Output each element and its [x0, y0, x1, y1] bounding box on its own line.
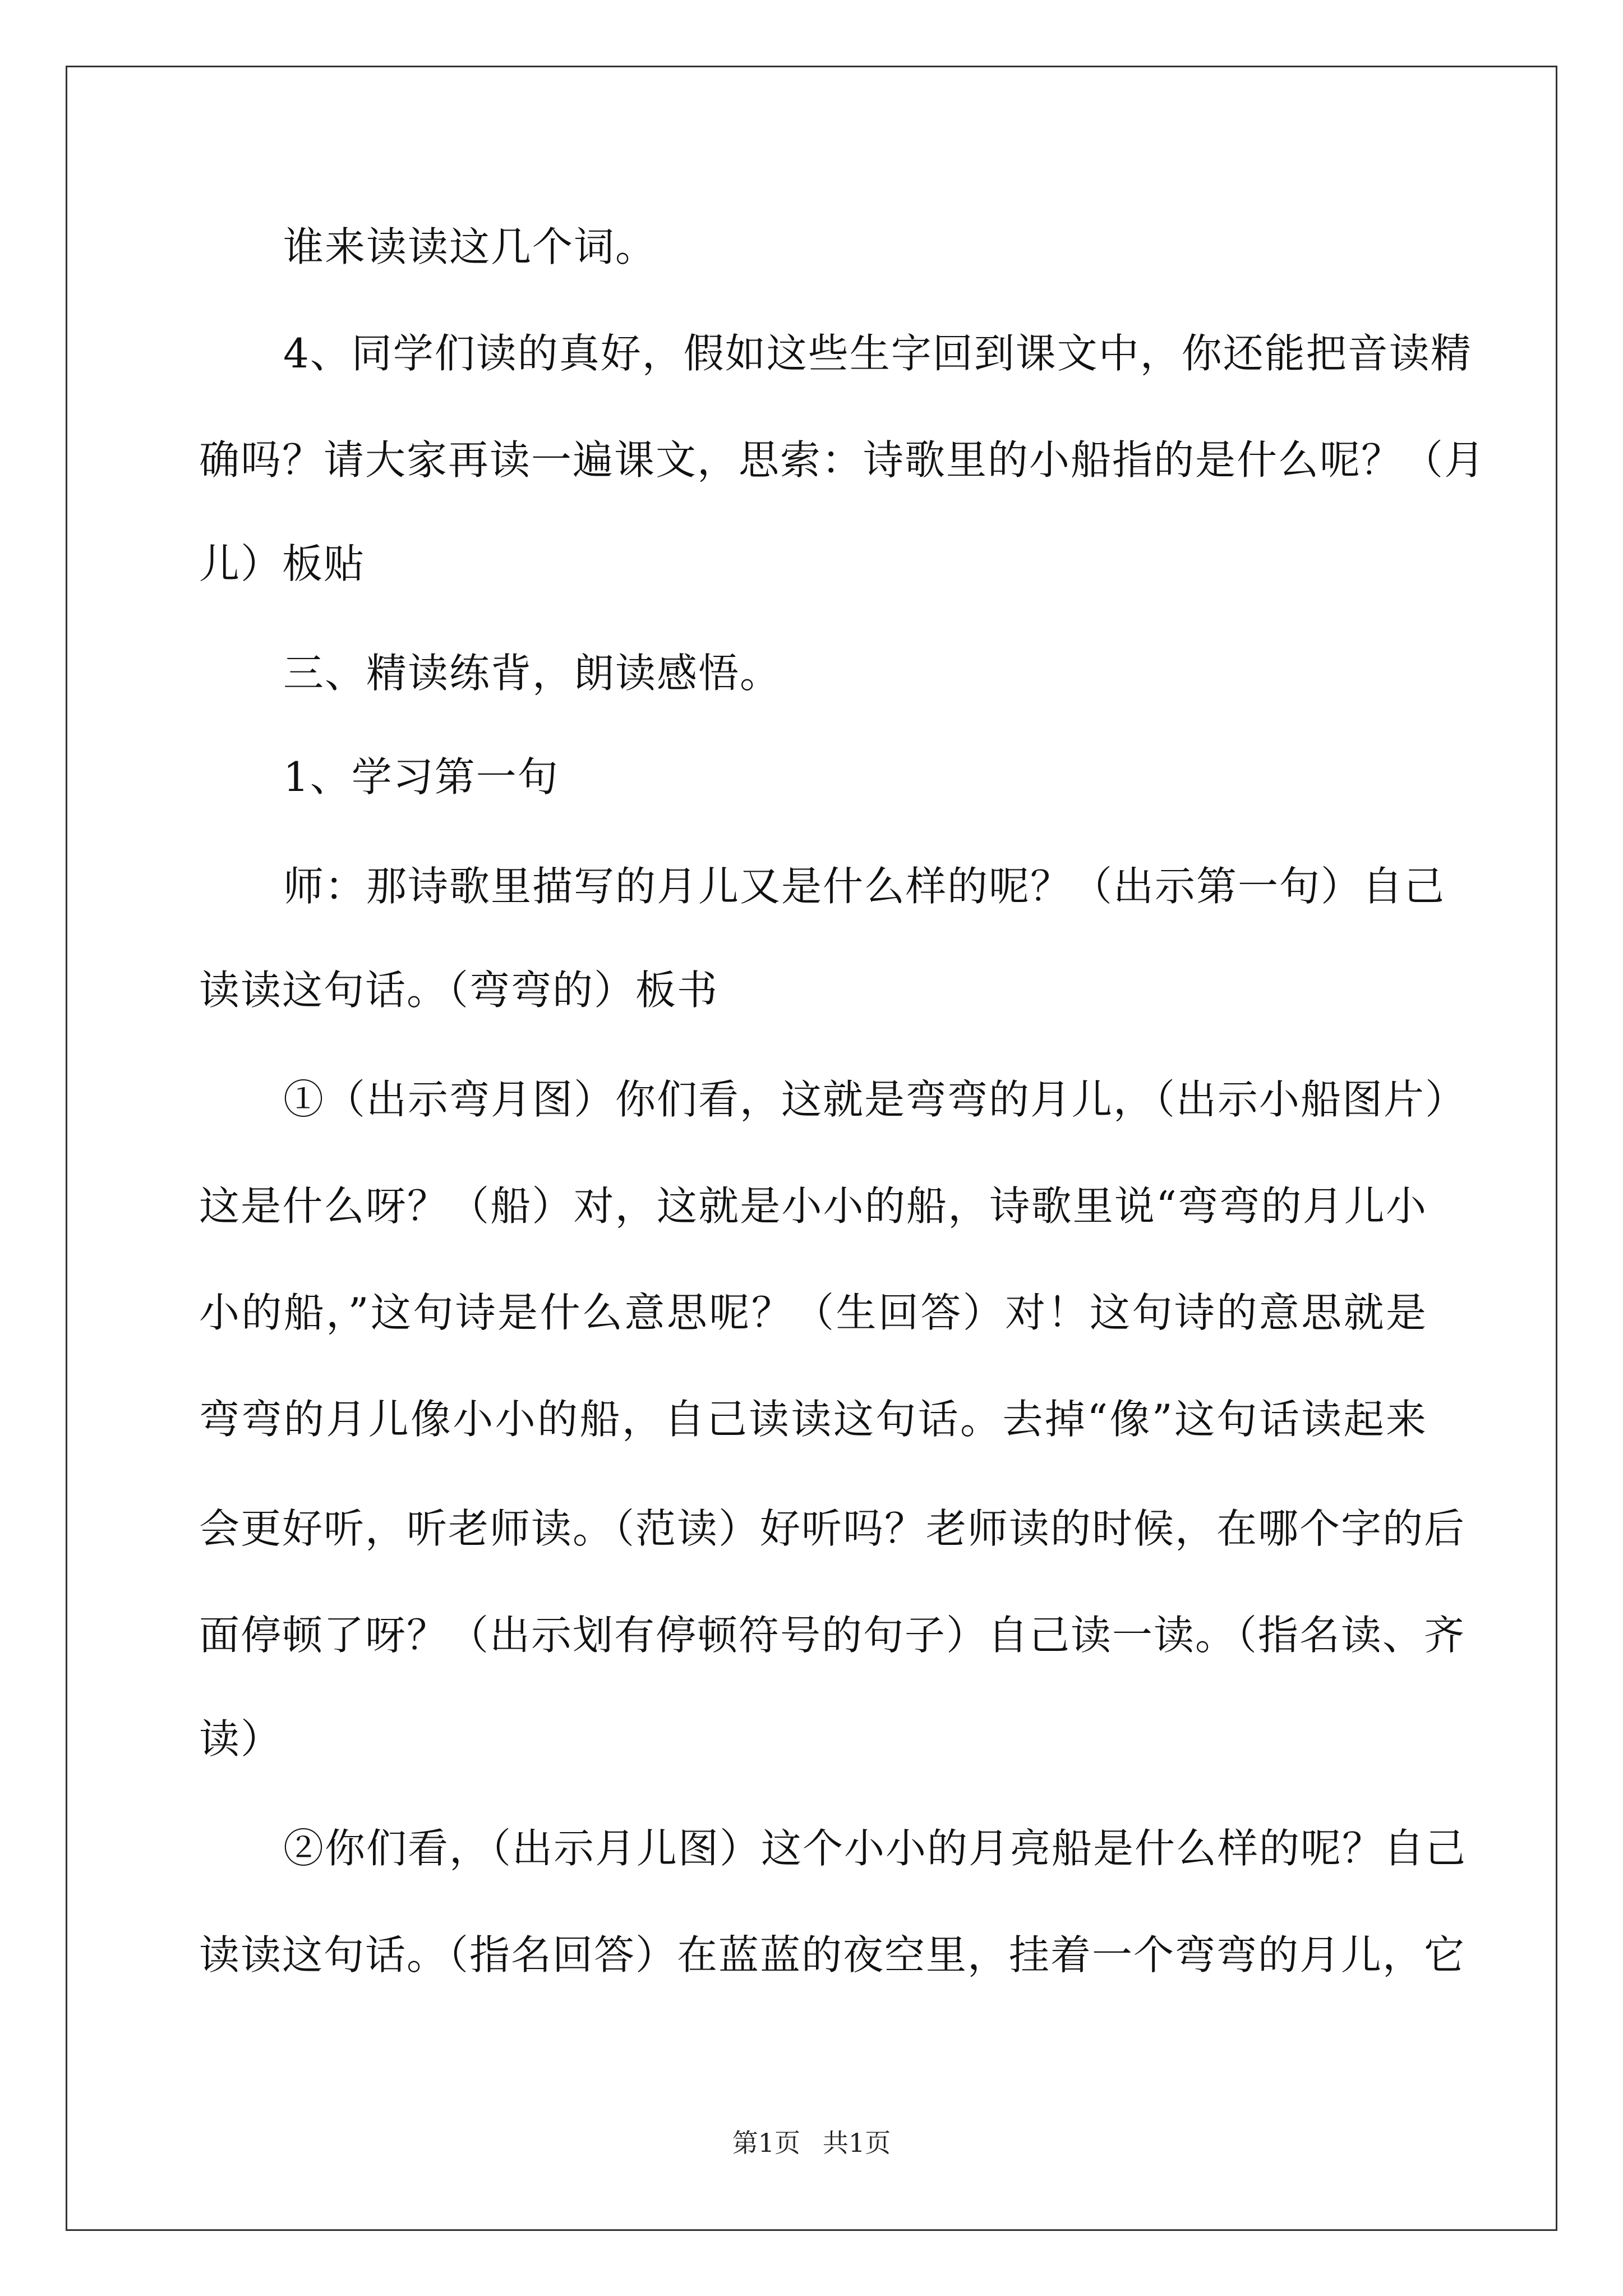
text-line: 儿）板贴: [199, 540, 366, 587]
page-border: [66, 66, 1557, 2231]
text-line: 读）: [199, 1715, 283, 1763]
text-line: ②你们看，（出示月儿图）这个小小的月亮船是什么样的呢？自己: [283, 1825, 1467, 1872]
text-line: 面停顿了呀？（出示划有停顿符号的句子）自己读一读。（指名读、齐: [199, 1612, 1466, 1659]
text-line: 小的船，”这句诗是什么意思呢？（生回答）对！这句诗的意思就是: [199, 1289, 1427, 1336]
section-heading: 三、精读练背，朗读感悟。: [283, 650, 782, 697]
text-line: 弯弯的月儿像小小的船，自己读读这句话。去掉“像”这句话读起来: [199, 1396, 1427, 1443]
text-line: 谁来读读这几个词。: [283, 223, 657, 270]
text-line: 这是什么呀？（船）对，这就是小小的船，诗歌里说“弯弯的月儿小: [199, 1182, 1427, 1230]
page-total: 共1页: [823, 2128, 891, 2158]
text-line: 读读这句话。（指名回答）在蓝蓝的夜空里，挂着一个弯弯的月儿，它: [199, 1931, 1466, 1978]
text-line: ①（出示弯月图）你们看，这就是弯弯的月儿，（出示小船图片）: [283, 1076, 1467, 1123]
subsection-heading: 1、学习第一句: [283, 753, 559, 800]
text-line: 确吗？请大家再读一遍课文，思索：诗歌里的小船指的是什么呢？（月: [199, 436, 1486, 484]
text-line: 会更好听，听老师读。（范读）好听吗？老师读的时候，在哪个字的后: [199, 1505, 1466, 1552]
text-line: 师：那诗歌里描写的月儿又是什么样的呢？（出示第一句）自己: [283, 863, 1446, 910]
page-number: 第1页: [732, 2128, 800, 2158]
text-line: 4、同学们读的真好，假如这些生字回到课文中，你还能把音读精: [283, 330, 1472, 377]
text-line: 读读这句话。（弯弯的）板书: [199, 967, 719, 1014]
page-footer: [0, 2126, 1623, 2160]
